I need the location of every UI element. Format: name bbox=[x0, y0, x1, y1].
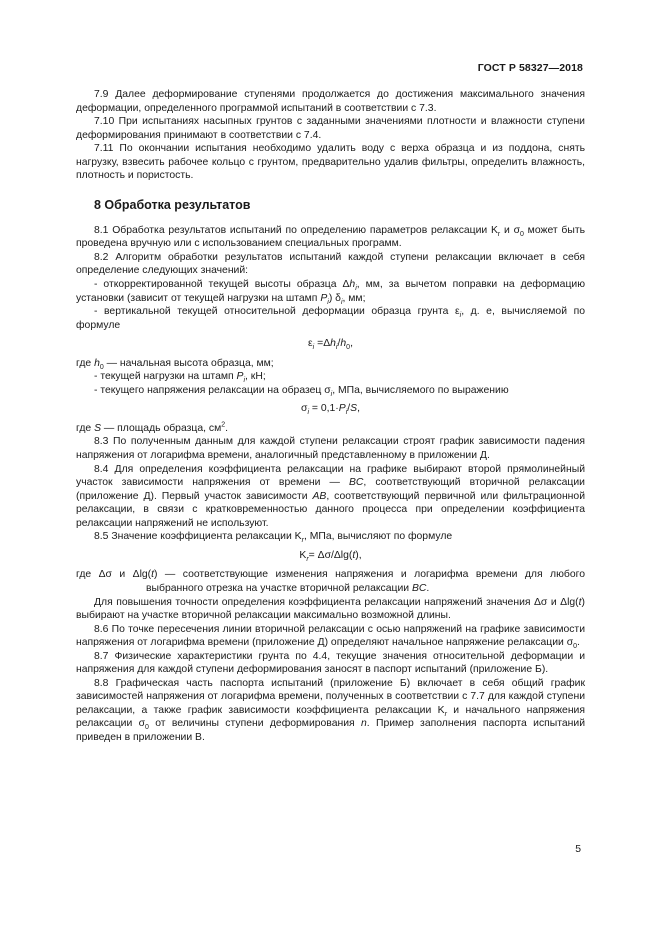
paragraph-8-4: 8.4 Для определения коэффициента релаксации на графике выбирают второй прямолинейный участок зависимости напряжения от времени — BC, соответствующий вторичной релаксации (приложение Д). Первый участок зависимости AB, соответствующий первичной или фильтрационной релаксации, в связи с кратковременностью данного процесса при определении коэффициента релаксации напряжений не используют. bbox=[76, 463, 585, 529]
paragraph-8-1: 8.1 Обработка результатов испытаний по определению параметров релаксации $K_r$ и $\sigma_0$ может быть проведена вручную или с использованием специальных программ. bbox=[76, 224, 585, 250]
formula-relaxation-coefficient: $K_r= \Delta\sigma/\Delta\lg(t)$, bbox=[299, 549, 362, 563]
section-heading: 8 Обработка результатов bbox=[94, 197, 251, 212]
paragraph-8-7: 8.7 Физические характеристики грунта по 4.4, текущие значения относительной деформации и напряжения для каждой ступени деформирования заносят в паспорт испытаний (приложение Б). bbox=[76, 650, 585, 676]
formula-legend: где S — площадь образца, $см^2$. bbox=[76, 421, 229, 434]
list-item: - текущей нагрузки на штамп $P_i$, кН; bbox=[94, 371, 266, 385]
list-item: - вертикальной текущей относительной деформации образца грунта $\varepsilon_i$, д. е, вычисляемой по формуле bbox=[76, 306, 585, 331]
formula-stress: $\sigma_i = 0,1\cdot P_i/S$, bbox=[301, 403, 360, 417]
paragraph-7-10: 7.10 При испытаниях насыпных грунтов с заданными значениями плотности и влажности ступени деформирования принимают в соответствии с 7.4. bbox=[76, 116, 585, 141]
paragraph-7-11: 7.11 По окончании испытания необходимо удалить воду с верха образца и из поддона, снять нагрузку, взвесить рабочее кольцо с грунтом, предварительно удалив фильтры, определить влажность, плотность и пористость. bbox=[76, 143, 585, 182]
formula-legend: где Δσ и Δlg(t) — соответствующие изменения напряжения и логарифма времени для любого выбранного отрезка на участке вторичной релаксации BC. bbox=[76, 569, 585, 594]
list-item: - откорректированной текущей высоты образца $\Delta h_i$, мм, за вычетом поправки на деформацию установки (зависит от текущей нагрузки на штамп $P_i$) $\delta_i$, мм; bbox=[76, 279, 585, 306]
paragraph-8-5: 8.5 Значение коэффициента релаксации $K_r$, МПа, вычисляют по формуле bbox=[94, 531, 453, 545]
paragraph-precision: Для повышения точности определения коэффициента релаксации напряжений значения Δσ и Δlg(t) выбирают на участке вторичной релаксации максимально возможной длины. bbox=[76, 596, 585, 622]
page-content bbox=[76, 88, 585, 745]
paragraph-8-8: 8.8 Графическая часть паспорта испытаний (приложение Б) включает в себя общий график зависимостей напряжения от логарифма времени, полученных в соответствии с 7.7 для каждой ступени релаксации, а также график зависимости коэффициента релаксации $K_r$ и начального напряжения релаксации $\sigma_0$ от величины ступени деформирования n. Пример заполнения паспорта испытаний приведен в приложении В. bbox=[76, 677, 586, 743]
paragraph-8-3: 8.3 По полученным данным для каждой ступени релаксации строят график зависимости падения напряжения от логарифма времени, аналогичный представленному в приложении Д. bbox=[76, 436, 585, 462]
list-item: - текущего напряжения релаксации на образец $\sigma_i$, МПа, вычисляемого по выражению bbox=[94, 384, 509, 398]
standard-header: ГОСТ Р 58327—2018 bbox=[477, 62, 583, 74]
paragraph-8-6: 8.6 По точке пересечения линии вторичной релаксации с осью напряжений на графике зависимости напряжения от логарифма времени (приложение Д) определяют начальное напряжение релаксации $\sigma_0$. bbox=[76, 623, 585, 651]
formula-legend: где $h_0$ — начальная высота образца, мм; bbox=[76, 357, 274, 371]
paragraph-7-9: 7.9 Далее деформирование ступенями продолжается до достижения максимального значения деформации, определенного программой испытаний в соответствии с 7.3. bbox=[76, 89, 585, 114]
paragraph-8-2: 8.2 Алгоритм обработки результатов испытаний каждой ступени релаксации включает в себя определение следующих значений: bbox=[76, 251, 585, 277]
page-number: 5 bbox=[575, 844, 581, 855]
formula-strain: $\varepsilon_i =\Delta h_i/h_0$, bbox=[308, 338, 353, 352]
